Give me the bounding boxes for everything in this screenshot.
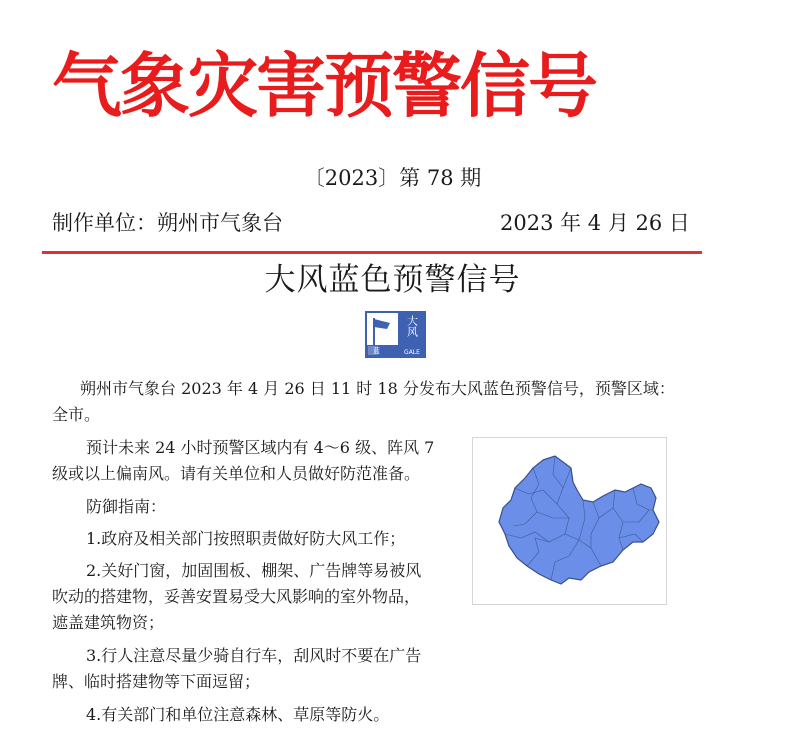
forecast-line-2: 级或以上偏南风。请有关单位和人员做好防范准备。 [52,464,421,483]
masthead-title: 气象灾害预警信号 [52,45,596,127]
intro-line-2: 全市。 [52,405,101,424]
guide-title: 防御指南： [86,497,167,516]
icon-level-char: 蓝 [373,347,380,355]
intro-line-1: 朔州市气象台 2023 年 4 月 26 日 11 时 18 分发布大风蓝色预警信号，预警区域： [80,379,675,398]
guide-item-3-line-2: 牌、临时搭建物等下面逗留； [52,672,261,691]
producer-unit: 制作单位：朔州市气象台 [52,211,283,235]
icon-text-cn: 大风 [405,315,419,337]
guide-item-2-line-2: 吹动的搭建物，妥善安置易受大风影响的室外物品， [52,587,421,606]
warning-area-map-svg [473,438,666,604]
guide-item-3-line-1: 3.行人注意尽量少骑自行车，刮风时不要在广告 [86,646,422,665]
warning-title: 大风蓝色预警信号 [264,262,521,298]
guide-item-1: 1.政府及相关部门按照职责做好防大风工作； [86,529,406,548]
guide-item-2-line-1: 2.关好门窗，加固围板、棚架、广告牌等易被风 [86,561,422,580]
issue-number: 〔2023〕第 78 期 [303,166,482,190]
header-divider [42,251,702,254]
guide-item-2-line-3: 遮盖建筑物资； [52,613,165,632]
forecast-line-1: 预计未来 24 小时预警区域内有 4～6 级、阵风 7 [86,438,435,457]
issue-date: 2023 年 4 月 26 日 [500,211,690,235]
gale-blue-warning-icon [365,311,426,358]
warning-area-map [472,437,667,605]
guide-item-4: 4.有关部门和单位注意森林、草原等防火。 [86,705,390,724]
icon-text-en: GALE [404,349,420,356]
